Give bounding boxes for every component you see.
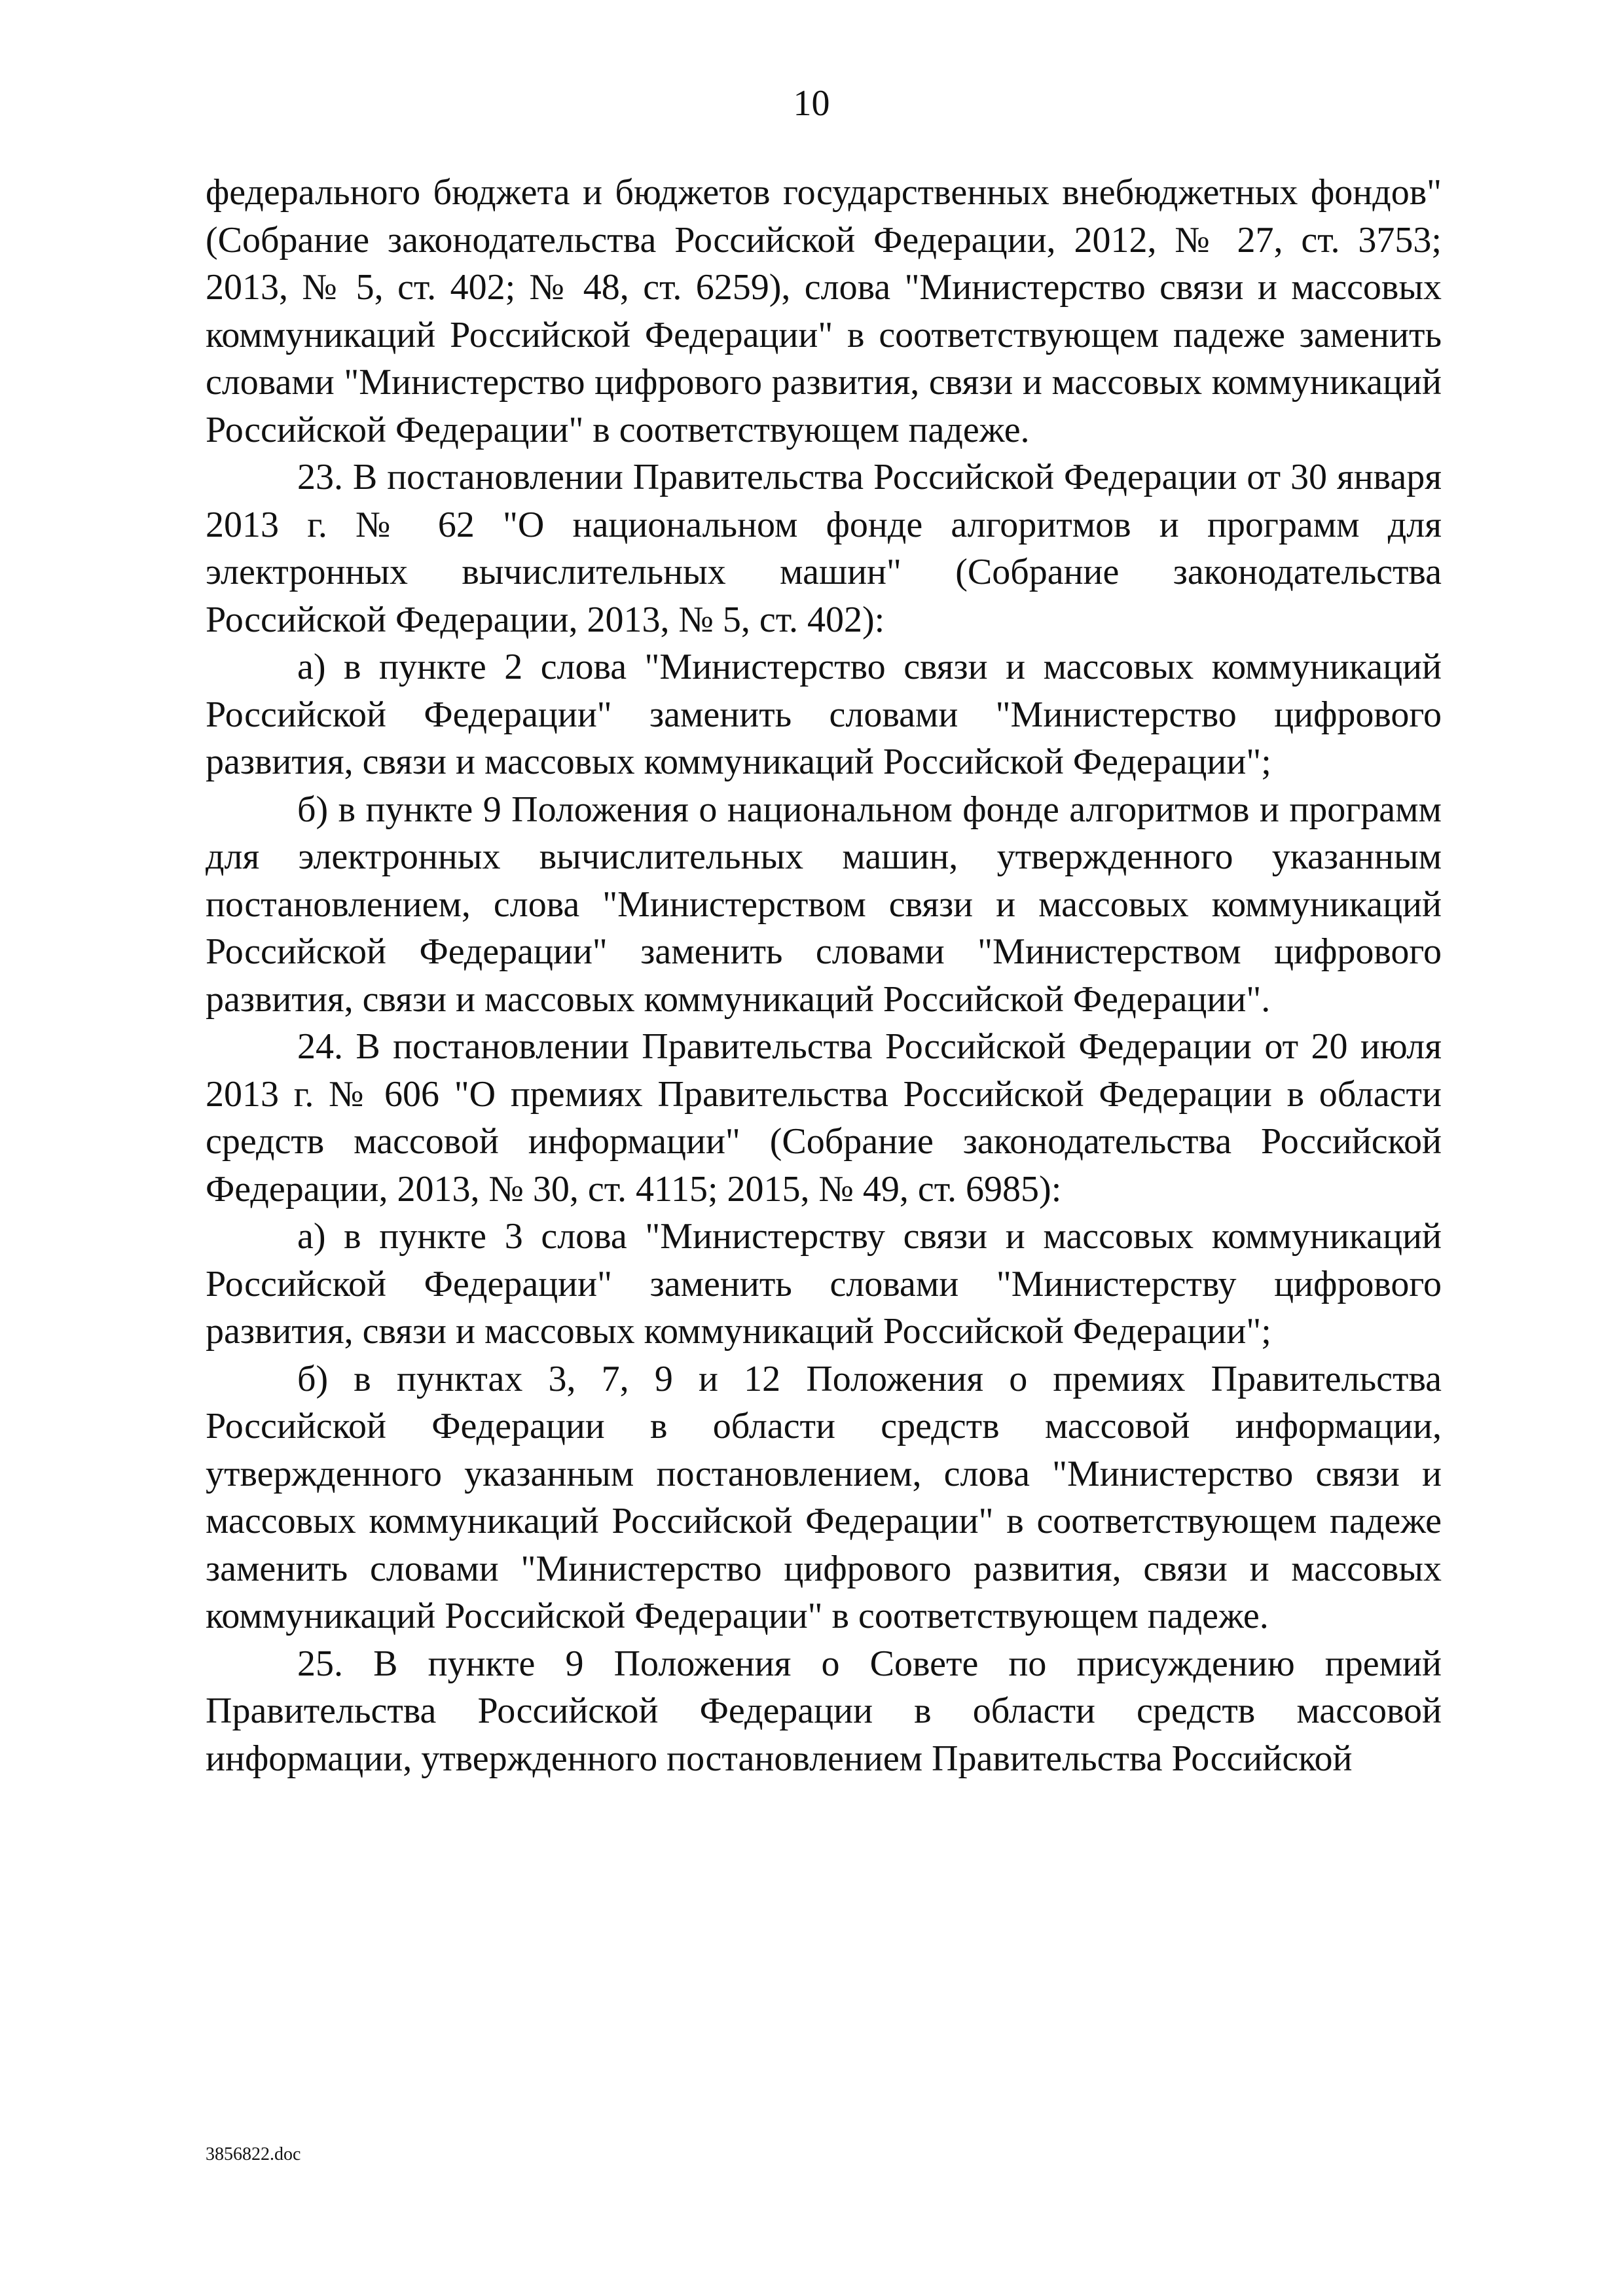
page-number: 10 bbox=[793, 83, 830, 124]
paragraph-continuation: федерального бюджета и бюджетов государственных внебюджетных фондов" (Собрание законодательства Российской Федерации, 2012, № 27, ст. 3753; 2013, № 5, ст. 402; № 48, ст. 6259), слова "Министерство связи и массовых коммуникаций Российской Федерации" в соответствующем падеже заменить словами "Министерство цифрового развития, связи и массовых коммуникаций Российской Федерации" в соответствующем падеже. bbox=[206, 172, 1442, 450]
document-file-reference: 3856822.doc bbox=[206, 2144, 301, 2164]
paragraph-item-23: 23. В постановлении Правительства Российской Федерации от 30 января 2013 г. № 62 "О национальном фонде алгоритмов и программ для электронных вычислительных машин" (Собрание законодательства Российской Федерации, 2013, № 5, ст. 402): bbox=[206, 457, 1442, 640]
paragraph-item-24-b: б) в пунктах 3, 7, 9 и 12 Положения о премиях Правительства Российской Федерации в области средств массовой информации, утвержденного указанным постановлением, слова "Министерство связи и массовых коммуникаций Российской Федерации" в соответствующем падеже заменить словами "Министерство цифрового развития, связи и массовых коммуникаций Российской Федерации" в соответствующем падеже. bbox=[206, 1358, 1442, 1636]
paragraph-item-23-a: а) в пункте 2 слова "Министерство связи и массовых коммуникаций Российской Федерации" заменить словами "Министерство цифрового развития, связи и массовых коммуникаций Российской Федерации"; bbox=[206, 647, 1442, 782]
paragraph-item-24-a: а) в пункте 3 слова "Министерству связи и массовых коммуникаций Российской Федерации" заменить словами "Министерству цифрового развития, связи и массовых коммуникаций Российской Федерации"; bbox=[206, 1216, 1442, 1352]
paragraph-item-23-b: б) в пункте 9 Положения о национальном фонде алгоритмов и программ для электронных вычислительных машин, утвержденного указанным постановлением, слова "Министерством связи и массовых коммуникаций Российской Федерации" заменить словами "Министерством цифрового развития, связи и массовых коммуникаций Российской Федерации". bbox=[206, 789, 1442, 1020]
document-body bbox=[206, 169, 1442, 1782]
paragraph-item-24: 24. В постановлении Правительства Российской Федерации от 20 июля 2013 г. № 606 "О премиях Правительства Российской Федерации в области средств массовой информации" (Собрание законодательства Российской Федерации, 2013, № 30, ст. 4115; 2015, № 49, ст. 6985): bbox=[206, 1026, 1442, 1210]
paragraph-item-25: 25. В пункте 9 Положения о Совете по присуждению премий Правительства Российской Федерации в области средств массовой информации, утвержденного постановлением Правительства Российской bbox=[206, 1643, 1442, 1779]
